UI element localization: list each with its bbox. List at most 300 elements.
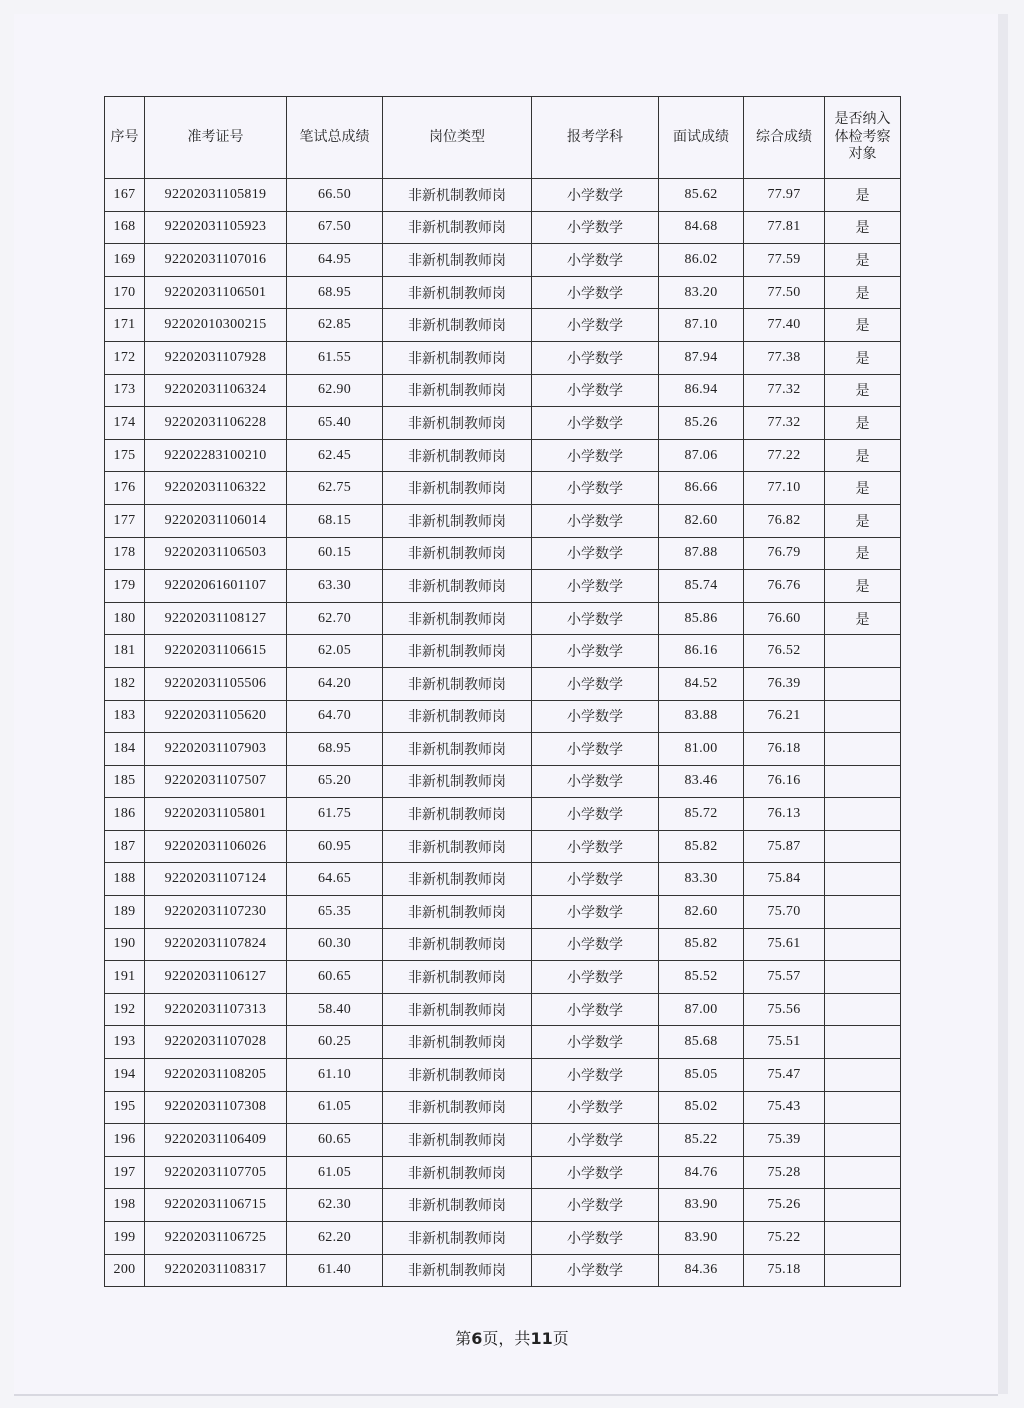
cell-ticket-no: 92202031106127 [145, 961, 287, 994]
cell-written-score: 64.20 [287, 667, 383, 700]
cell-written-score: 68.15 [287, 504, 383, 537]
cell-ticket-no: 92202031107028 [145, 1026, 287, 1059]
cell-total-score: 76.82 [744, 504, 825, 537]
cell-ticket-no: 92202031107308 [145, 1091, 287, 1124]
header-post-type: 岗位类型 [383, 97, 532, 179]
cell-medical-check [825, 733, 901, 766]
cell-ticket-no: 92202031108127 [145, 602, 287, 635]
cell-written-score: 60.15 [287, 537, 383, 570]
header-ticket-no: 准考证号 [145, 97, 287, 179]
table-body [105, 179, 901, 1287]
cell-post-type: 非新机制教师岗 [383, 798, 532, 831]
cell-written-score: 61.10 [287, 1059, 383, 1092]
cell-interview-score: 84.68 [659, 211, 744, 244]
cell-ticket-no: 92202031106228 [145, 407, 287, 440]
cell-ticket-no: 92202031105801 [145, 798, 287, 831]
cell-post-type: 非新机制教师岗 [383, 1124, 532, 1157]
cell-ticket-no: 92202031106715 [145, 1189, 287, 1222]
cell-total-score: 75.57 [744, 961, 825, 994]
cell-interview-score: 83.46 [659, 765, 744, 798]
cell-subject: 小学数学 [532, 993, 659, 1026]
cell-ticket-no: 92202031106322 [145, 472, 287, 505]
cell-interview-score: 85.05 [659, 1059, 744, 1092]
cell-subject: 小学数学 [532, 570, 659, 603]
cell-medical-check [825, 1124, 901, 1157]
cell-total-score: 75.87 [744, 830, 825, 863]
cell-total-score: 76.39 [744, 667, 825, 700]
cell-seq: 185 [105, 765, 145, 798]
cell-medical-check: 是 [825, 570, 901, 603]
cell-interview-score: 85.22 [659, 1124, 744, 1157]
table-row [105, 570, 901, 603]
cell-seq: 169 [105, 244, 145, 277]
table-row [105, 798, 901, 831]
cell-ticket-no: 92202031107928 [145, 341, 287, 374]
cell-medical-check [825, 928, 901, 961]
cell-written-score: 62.45 [287, 439, 383, 472]
cell-medical-check: 是 [825, 407, 901, 440]
cell-written-score: 62.75 [287, 472, 383, 505]
cell-written-score: 64.65 [287, 863, 383, 896]
cell-seq: 167 [105, 179, 145, 212]
header-subject: 报考学科 [532, 97, 659, 179]
cell-ticket-no: 92202031108205 [145, 1059, 287, 1092]
cell-post-type: 非新机制教师岗 [383, 570, 532, 603]
table-row [105, 341, 901, 374]
table-row [105, 309, 901, 342]
cell-post-type: 非新机制教师岗 [383, 765, 532, 798]
cell-medical-check: 是 [825, 309, 901, 342]
cell-post-type: 非新机制教师岗 [383, 407, 532, 440]
cell-medical-check [825, 830, 901, 863]
header-interview-score: 面试成绩 [659, 97, 744, 179]
results-table [104, 96, 901, 1287]
cell-ticket-no: 92202031107705 [145, 1156, 287, 1189]
table-row [105, 896, 901, 929]
cell-subject: 小学数学 [532, 798, 659, 831]
cell-medical-check [825, 798, 901, 831]
cell-total-score: 77.10 [744, 472, 825, 505]
cell-medical-check: 是 [825, 439, 901, 472]
cell-subject: 小学数学 [532, 1026, 659, 1059]
cell-interview-score: 82.60 [659, 896, 744, 929]
page-footer [0, 1326, 1024, 1349]
cell-post-type: 非新机制教师岗 [383, 276, 532, 309]
cell-subject: 小学数学 [532, 1091, 659, 1124]
cell-post-type: 非新机制教师岗 [383, 1156, 532, 1189]
cell-seq: 175 [105, 439, 145, 472]
cell-post-type: 非新机制教师岗 [383, 961, 532, 994]
footer-page-number: 6 [471, 1329, 483, 1348]
cell-subject: 小学数学 [532, 211, 659, 244]
cell-medical-check: 是 [825, 341, 901, 374]
cell-total-score: 76.16 [744, 765, 825, 798]
cell-written-score: 62.30 [287, 1189, 383, 1222]
cell-total-score: 76.21 [744, 700, 825, 733]
cell-interview-score: 85.52 [659, 961, 744, 994]
cell-subject: 小学数学 [532, 961, 659, 994]
cell-written-score: 62.05 [287, 635, 383, 668]
cell-interview-score: 85.62 [659, 179, 744, 212]
cell-seq: 193 [105, 1026, 145, 1059]
cell-medical-check [825, 896, 901, 929]
cell-ticket-no: 92202031107507 [145, 765, 287, 798]
cell-interview-score: 87.88 [659, 537, 744, 570]
cell-post-type: 非新机制教师岗 [383, 1189, 532, 1222]
cell-ticket-no: 92202031107313 [145, 993, 287, 1026]
cell-medical-check [825, 1026, 901, 1059]
cell-ticket-no: 92202031106026 [145, 830, 287, 863]
cell-post-type: 非新机制教师岗 [383, 928, 532, 961]
footer-prefix: 第 [455, 1329, 472, 1348]
cell-interview-score: 87.00 [659, 993, 744, 1026]
cell-post-type: 非新机制教师岗 [383, 1059, 532, 1092]
cell-interview-score: 82.60 [659, 504, 744, 537]
cell-ticket-no: 92202031108317 [145, 1254, 287, 1287]
table-row [105, 1222, 901, 1255]
table-row [105, 830, 901, 863]
cell-total-score: 77.81 [744, 211, 825, 244]
cell-written-score: 62.85 [287, 309, 383, 342]
cell-medical-check [825, 993, 901, 1026]
cell-ticket-no: 92202031107903 [145, 733, 287, 766]
cell-interview-score: 86.94 [659, 374, 744, 407]
cell-interview-score: 83.90 [659, 1222, 744, 1255]
cell-subject: 小学数学 [532, 537, 659, 570]
cell-written-score: 68.95 [287, 276, 383, 309]
cell-medical-check [825, 1059, 901, 1092]
cell-ticket-no: 92202031105819 [145, 179, 287, 212]
cell-written-score: 63.30 [287, 570, 383, 603]
cell-seq: 177 [105, 504, 145, 537]
cell-seq: 188 [105, 863, 145, 896]
table-row [105, 765, 901, 798]
cell-post-type: 非新机制教师岗 [383, 830, 532, 863]
cell-medical-check: 是 [825, 537, 901, 570]
cell-interview-score: 83.90 [659, 1189, 744, 1222]
cell-medical-check [825, 635, 901, 668]
cell-medical-check [825, 863, 901, 896]
cell-post-type: 非新机制教师岗 [383, 341, 532, 374]
cell-interview-score: 86.02 [659, 244, 744, 277]
cell-ticket-no: 92202283100210 [145, 439, 287, 472]
cell-subject: 小学数学 [532, 179, 659, 212]
cell-written-score: 65.20 [287, 765, 383, 798]
cell-medical-check [825, 765, 901, 798]
cell-seq: 182 [105, 667, 145, 700]
cell-interview-score: 83.30 [659, 863, 744, 896]
cell-interview-score: 84.36 [659, 1254, 744, 1287]
cell-post-type: 非新机制教师岗 [383, 537, 532, 570]
cell-medical-check: 是 [825, 179, 901, 212]
cell-seq: 192 [105, 993, 145, 1026]
cell-ticket-no: 92202010300215 [145, 309, 287, 342]
cell-total-score: 75.39 [744, 1124, 825, 1157]
table-row [105, 472, 901, 505]
cell-seq: 178 [105, 537, 145, 570]
cell-post-type: 非新机制教师岗 [383, 1091, 532, 1124]
table-row [105, 439, 901, 472]
cell-seq: 184 [105, 733, 145, 766]
cell-subject: 小学数学 [532, 309, 659, 342]
cell-post-type: 非新机制教师岗 [383, 635, 532, 668]
cell-post-type: 非新机制教师岗 [383, 863, 532, 896]
cell-seq: 200 [105, 1254, 145, 1287]
cell-medical-check: 是 [825, 472, 901, 505]
cell-interview-score: 85.86 [659, 602, 744, 635]
cell-interview-score: 85.82 [659, 830, 744, 863]
cell-subject: 小学数学 [532, 830, 659, 863]
cell-interview-score: 86.16 [659, 635, 744, 668]
cell-total-score: 75.70 [744, 896, 825, 929]
cell-seq: 174 [105, 407, 145, 440]
cell-written-score: 60.95 [287, 830, 383, 863]
cell-subject: 小学数学 [532, 1254, 659, 1287]
table-row [105, 602, 901, 635]
cell-subject: 小学数学 [532, 896, 659, 929]
cell-written-score: 60.30 [287, 928, 383, 961]
cell-total-score: 77.97 [744, 179, 825, 212]
cell-seq: 194 [105, 1059, 145, 1092]
cell-ticket-no: 92202031105506 [145, 667, 287, 700]
cell-total-score: 75.18 [744, 1254, 825, 1287]
cell-ticket-no: 92202031105923 [145, 211, 287, 244]
table-row [105, 635, 901, 668]
cell-interview-score: 83.20 [659, 276, 744, 309]
cell-seq: 168 [105, 211, 145, 244]
cell-interview-score: 83.88 [659, 700, 744, 733]
cell-medical-check: 是 [825, 602, 901, 635]
cell-written-score: 60.65 [287, 1124, 383, 1157]
page-edge-shadow [998, 14, 1008, 1394]
cell-post-type: 非新机制教师岗 [383, 1222, 532, 1255]
cell-total-score: 77.22 [744, 439, 825, 472]
cell-subject: 小学数学 [532, 1124, 659, 1157]
cell-total-score: 75.84 [744, 863, 825, 896]
cell-total-score: 75.26 [744, 1189, 825, 1222]
cell-written-score: 61.05 [287, 1156, 383, 1189]
cell-seq: 191 [105, 961, 145, 994]
cell-subject: 小学数学 [532, 1156, 659, 1189]
cell-written-score: 65.40 [287, 407, 383, 440]
cell-total-score: 76.76 [744, 570, 825, 603]
cell-medical-check: 是 [825, 211, 901, 244]
cell-total-score: 76.13 [744, 798, 825, 831]
footer-total-pages: 11 [530, 1329, 553, 1348]
cell-medical-check [825, 1254, 901, 1287]
table-row [105, 244, 901, 277]
cell-written-score: 68.95 [287, 733, 383, 766]
cell-interview-score: 86.66 [659, 472, 744, 505]
cell-written-score: 61.40 [287, 1254, 383, 1287]
cell-written-score: 61.55 [287, 341, 383, 374]
table-row [105, 863, 901, 896]
cell-ticket-no: 92202031106324 [145, 374, 287, 407]
cell-written-score: 60.65 [287, 961, 383, 994]
cell-written-score: 67.50 [287, 211, 383, 244]
table-row [105, 1156, 901, 1189]
cell-written-score: 62.20 [287, 1222, 383, 1255]
cell-total-score: 76.52 [744, 635, 825, 668]
cell-subject: 小学数学 [532, 1059, 659, 1092]
cell-subject: 小学数学 [532, 472, 659, 505]
cell-interview-score: 87.94 [659, 341, 744, 374]
table-row [105, 1254, 901, 1287]
cell-interview-score: 84.76 [659, 1156, 744, 1189]
cell-total-score: 75.51 [744, 1026, 825, 1059]
cell-total-score: 77.32 [744, 407, 825, 440]
table-row [105, 1124, 901, 1157]
table-header-row [105, 97, 901, 179]
cell-medical-check [825, 667, 901, 700]
table-row [105, 993, 901, 1026]
header-written-score: 笔试总成绩 [287, 97, 383, 179]
table-row [105, 537, 901, 570]
cell-written-score: 58.40 [287, 993, 383, 1026]
cell-total-score: 77.59 [744, 244, 825, 277]
cell-subject: 小学数学 [532, 602, 659, 635]
cell-subject: 小学数学 [532, 928, 659, 961]
cell-interview-score: 85.26 [659, 407, 744, 440]
cell-medical-check [825, 1091, 901, 1124]
cell-interview-score: 81.00 [659, 733, 744, 766]
table-row [105, 211, 901, 244]
cell-seq: 199 [105, 1222, 145, 1255]
cell-written-score: 64.95 [287, 244, 383, 277]
cell-ticket-no: 92202031106501 [145, 276, 287, 309]
table-row [105, 1189, 901, 1222]
cell-post-type: 非新机制教师岗 [383, 439, 532, 472]
cell-seq: 173 [105, 374, 145, 407]
cell-post-type: 非新机制教师岗 [383, 993, 532, 1026]
cell-subject: 小学数学 [532, 765, 659, 798]
cell-ticket-no: 92202031107230 [145, 896, 287, 929]
cell-interview-score: 87.06 [659, 439, 744, 472]
cell-written-score: 61.05 [287, 1091, 383, 1124]
cell-ticket-no: 92202031106014 [145, 504, 287, 537]
cell-ticket-no: 92202031105620 [145, 700, 287, 733]
cell-post-type: 非新机制教师岗 [383, 1026, 532, 1059]
footer-middle: 页，共 [482, 1329, 531, 1348]
cell-post-type: 非新机制教师岗 [383, 700, 532, 733]
cell-total-score: 75.61 [744, 928, 825, 961]
cell-medical-check: 是 [825, 504, 901, 537]
table-row [105, 1059, 901, 1092]
table-row [105, 1026, 901, 1059]
cell-interview-score: 84.52 [659, 667, 744, 700]
cell-subject: 小学数学 [532, 667, 659, 700]
cell-seq: 196 [105, 1124, 145, 1157]
cell-ticket-no: 92202031107016 [145, 244, 287, 277]
cell-post-type: 非新机制教师岗 [383, 211, 532, 244]
table-row [105, 276, 901, 309]
cell-subject: 小学数学 [532, 1189, 659, 1222]
cell-ticket-no: 92202031106725 [145, 1222, 287, 1255]
cell-seq: 170 [105, 276, 145, 309]
cell-seq: 189 [105, 896, 145, 929]
cell-seq: 176 [105, 472, 145, 505]
cell-interview-score: 85.68 [659, 1026, 744, 1059]
cell-written-score: 62.70 [287, 602, 383, 635]
cell-total-score: 75.56 [744, 993, 825, 1026]
cell-total-score: 77.32 [744, 374, 825, 407]
cell-written-score: 65.35 [287, 896, 383, 929]
cell-subject: 小学数学 [532, 1222, 659, 1255]
cell-seq: 187 [105, 830, 145, 863]
cell-seq: 197 [105, 1156, 145, 1189]
cell-written-score: 66.50 [287, 179, 383, 212]
cell-interview-score: 85.02 [659, 1091, 744, 1124]
footer-suffix: 页 [552, 1329, 569, 1348]
cell-seq: 198 [105, 1189, 145, 1222]
cell-ticket-no: 92202031107824 [145, 928, 287, 961]
cell-total-score: 75.47 [744, 1059, 825, 1092]
cell-total-score: 76.60 [744, 602, 825, 635]
cell-post-type: 非新机制教师岗 [383, 472, 532, 505]
cell-post-type: 非新机制教师岗 [383, 1254, 532, 1287]
cell-ticket-no: 92202031106615 [145, 635, 287, 668]
cell-total-score: 75.43 [744, 1091, 825, 1124]
table-row [105, 700, 901, 733]
cell-post-type: 非新机制教师岗 [383, 733, 532, 766]
cell-subject: 小学数学 [532, 374, 659, 407]
cell-written-score: 64.70 [287, 700, 383, 733]
cell-total-score: 75.22 [744, 1222, 825, 1255]
cell-total-score: 76.18 [744, 733, 825, 766]
cell-medical-check: 是 [825, 276, 901, 309]
table-row [105, 667, 901, 700]
cell-post-type: 非新机制教师岗 [383, 374, 532, 407]
cell-seq: 190 [105, 928, 145, 961]
cell-subject: 小学数学 [532, 276, 659, 309]
cell-subject: 小学数学 [532, 863, 659, 896]
cell-ticket-no: 92202031107124 [145, 863, 287, 896]
cell-medical-check: 是 [825, 244, 901, 277]
cell-total-score: 76.79 [744, 537, 825, 570]
cell-post-type: 非新机制教师岗 [383, 179, 532, 212]
cell-subject: 小学数学 [532, 733, 659, 766]
cell-medical-check [825, 961, 901, 994]
table-row [105, 928, 901, 961]
cell-post-type: 非新机制教师岗 [383, 896, 532, 929]
cell-post-type: 非新机制教师岗 [383, 602, 532, 635]
cell-total-score: 77.38 [744, 341, 825, 374]
cell-ticket-no: 92202061601107 [145, 570, 287, 603]
cell-subject: 小学数学 [532, 635, 659, 668]
cell-total-score: 77.50 [744, 276, 825, 309]
cell-post-type: 非新机制教师岗 [383, 667, 532, 700]
cell-subject: 小学数学 [532, 244, 659, 277]
cell-seq: 180 [105, 602, 145, 635]
cell-subject: 小学数学 [532, 439, 659, 472]
cell-seq: 181 [105, 635, 145, 668]
table-row [105, 1091, 901, 1124]
cell-interview-score: 85.74 [659, 570, 744, 603]
cell-seq: 179 [105, 570, 145, 603]
cell-medical-check: 是 [825, 374, 901, 407]
cell-medical-check [825, 1189, 901, 1222]
header-seq: 序号 [105, 97, 145, 179]
cell-post-type: 非新机制教师岗 [383, 244, 532, 277]
cell-subject: 小学数学 [532, 700, 659, 733]
table-row [105, 374, 901, 407]
table-row [105, 407, 901, 440]
cell-interview-score: 85.82 [659, 928, 744, 961]
cell-seq: 183 [105, 700, 145, 733]
cell-total-score: 75.28 [744, 1156, 825, 1189]
cell-written-score: 62.90 [287, 374, 383, 407]
table-row [105, 504, 901, 537]
